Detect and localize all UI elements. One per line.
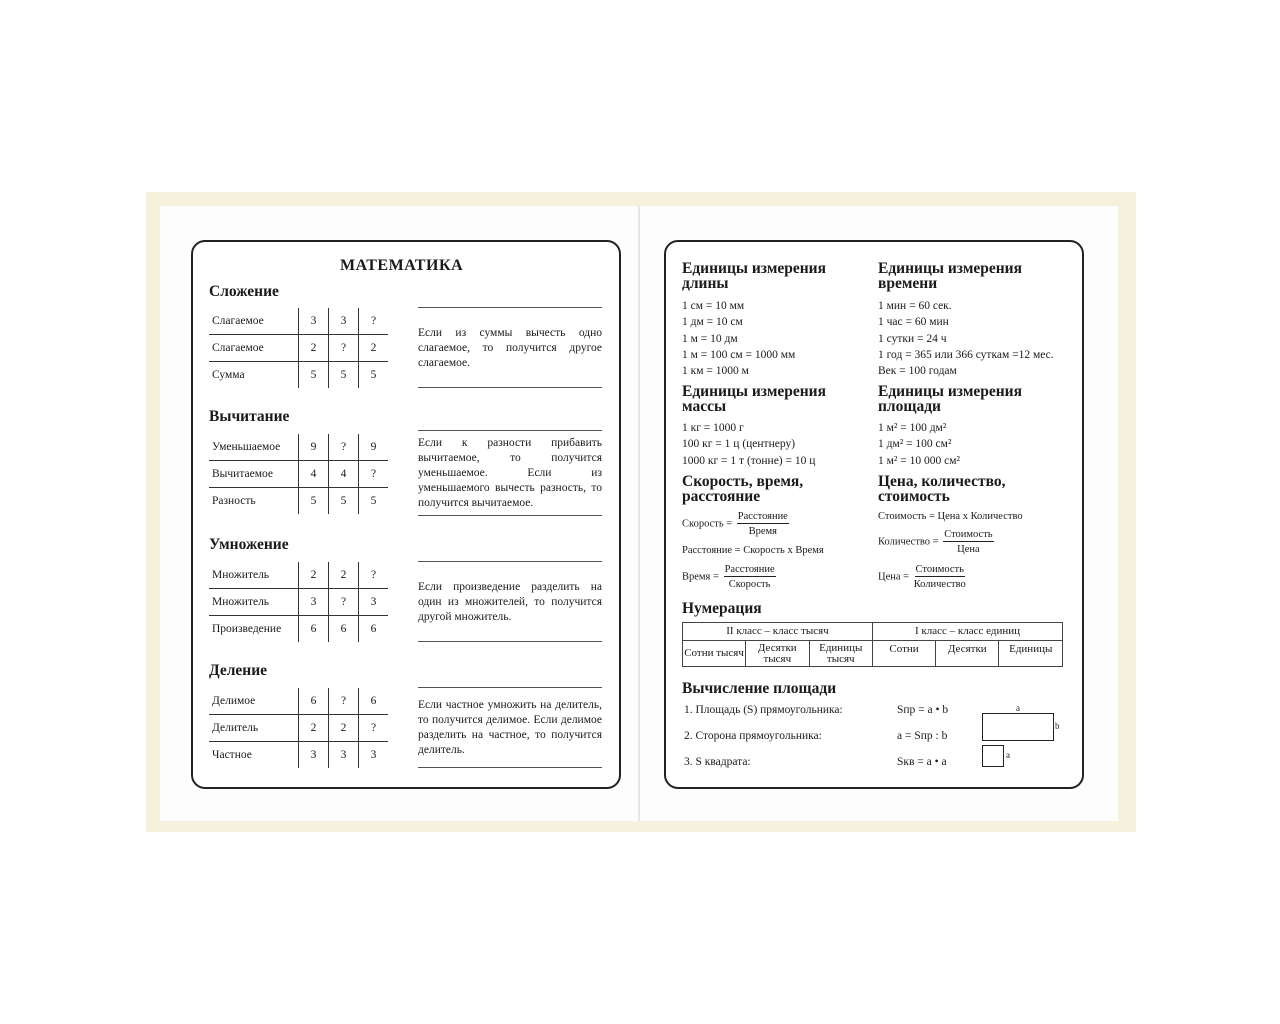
table-row: [209, 562, 388, 589]
class-thousands: II класс – класс тысяч: [683, 623, 873, 641]
addition-table: [209, 308, 388, 388]
table-cell: 3: [359, 742, 389, 769]
square-side-label: a: [1006, 750, 1010, 760]
table-cell: 9: [299, 434, 329, 461]
mass-heading: Единицы измерения массы: [682, 383, 827, 415]
table-cell: 3: [359, 589, 389, 616]
area-rect-formula: Sпр = a • b: [897, 704, 949, 716]
mass-list: [682, 420, 815, 469]
speed-formula: Скорость = $\frac{\text{Расстояние}}{\text{Время}}$: [682, 511, 788, 537]
table-cell: ?: [359, 715, 389, 742]
table-cell: 5: [359, 488, 389, 515]
list-item: 1 см = 10 мм: [682, 300, 745, 312]
addition-rule: Если из суммы вычесть одно слагаемое, то получится другое слагаемое.: [418, 327, 602, 369]
price-formula: Цена = $\frac{\text{Стоимость}}{\text{Количество}}$: [878, 564, 966, 590]
table-row: [209, 335, 388, 362]
area-calc-heading: Вычисление площади: [682, 680, 837, 697]
notebook-spine: [638, 206, 640, 821]
table-cell: ?: [359, 308, 389, 335]
table-cell: Сотни: [872, 641, 935, 667]
row-label: Вычитаемое: [209, 461, 299, 488]
subtraction-heading: Вычитание: [209, 408, 290, 425]
area-units-heading: Единицы измерения площади: [878, 383, 1023, 415]
table-cell: 5: [299, 488, 329, 515]
list-item: 1 сутки = 24 ч: [878, 332, 947, 345]
list-item: 1 час = 60 мин: [878, 316, 949, 329]
subtraction-rule: Если к разности прибавить вычитаемое, то получится уменьшаемое. Если из уменьшаемого вычесть разность, то получится вычитаемое.: [418, 437, 602, 509]
divider-line: [418, 515, 602, 516]
area-rect-label: 1. Площадь (S) прямоугольника:: [684, 704, 843, 716]
divider-line: [418, 641, 602, 642]
multiplication-rule: Если произведение разделить на один из множителей, то получится другой множитель.: [418, 581, 602, 623]
row-label: Делимое: [209, 688, 299, 715]
area-square-label: 3. S квадрата:: [684, 756, 751, 768]
table-cell: 3: [299, 308, 329, 335]
distance-formula: Расстояние = Скорость х Время: [682, 545, 824, 556]
page-title: МАТЕМАТИКА: [340, 257, 464, 274]
row-label: Частное: [212, 749, 252, 761]
numeration-heading: Нумерация: [682, 600, 762, 617]
side-rect-label: 2. Сторона прямоугольника:: [684, 730, 822, 742]
table-cell: 3: [329, 308, 359, 335]
divider-line: [418, 687, 602, 688]
table-row: [209, 461, 388, 488]
area-units-list: [878, 420, 960, 469]
rectangle-diagram: [982, 713, 1054, 741]
table-cell: 5: [329, 488, 359, 515]
table-cell: 5: [329, 362, 359, 389]
table-cell: 3: [299, 589, 329, 616]
area-square-formula: Sкв = a • a: [897, 756, 947, 768]
list-item: 1 мин = 60 сек.: [878, 300, 952, 312]
cost-formula: Стоимость = Цена х Количество: [878, 511, 1023, 522]
table-cell: 2: [329, 562, 359, 589]
table-cell: 6: [359, 616, 389, 643]
table-cell: Единицы тысяч: [809, 641, 872, 667]
list-item: 1 год = 365 или 366 суткам =12 мес.: [878, 348, 1054, 361]
table-cell: 6: [299, 688, 329, 715]
table-cell: Десятки: [936, 641, 999, 667]
table-cell: 2: [299, 562, 329, 589]
row-label: Множитель: [209, 562, 299, 589]
list-item: 1 кг = 1000 г: [682, 422, 744, 434]
length-heading: Единицы измерения длины: [682, 260, 827, 292]
subtraction-table: [209, 434, 388, 514]
list-item: 1 м² = 100 дм²: [878, 422, 947, 434]
side-rect-formula: a = Sпр : b: [897, 730, 948, 742]
row-label: Разность: [212, 495, 256, 507]
table-row: [209, 742, 388, 769]
list-item: 1000 кг = 1 т (тонне) = 10 ц: [682, 454, 816, 467]
side-b-label: b: [1055, 721, 1060, 731]
table-row: [209, 715, 388, 742]
table-cell: 5: [299, 362, 329, 389]
speed-heading: Скорость, время, расстояние: [682, 473, 804, 505]
list-item: 1 дм² = 100 см²: [878, 438, 952, 451]
addition-heading: Сложение: [209, 283, 279, 300]
divider-line: [418, 561, 602, 562]
numeration-table: [682, 622, 1063, 667]
list-item: Век = 100 годам: [878, 365, 957, 378]
row-label: Уменьшаемое: [209, 434, 299, 461]
row-label: Слагаемое: [209, 335, 299, 362]
list-item: 1 дм = 10 см: [682, 316, 743, 329]
division-table: [209, 688, 388, 768]
table-cell: 6: [329, 616, 359, 643]
table-cell: 6: [299, 616, 329, 643]
class-units: I класс – класс единиц: [872, 623, 1062, 641]
list-item: 100 кг = 1 ц (центнеру): [682, 438, 796, 451]
table-cell: ?: [329, 688, 359, 715]
table-cell: ?: [329, 434, 359, 461]
row-label: Произведение: [212, 623, 282, 635]
table-row: [209, 589, 388, 616]
row-label: Делитель: [209, 715, 299, 742]
list-item: 1 км = 1000 м: [682, 365, 749, 378]
list-item: 1 м = 100 см = 1000 мм: [682, 348, 796, 361]
table-row: [209, 434, 388, 461]
row-label: Сумма: [212, 369, 245, 381]
table-cell: 5: [359, 362, 389, 389]
division-rule: Если частное умножить на делитель, то получится делимое. Если делимое разделить на частное, то получится делитель.: [418, 699, 602, 756]
side-a-label: a: [1016, 703, 1020, 713]
length-list: [682, 298, 795, 379]
table-row: [209, 616, 388, 643]
table-row: [209, 688, 388, 715]
division-heading: Деление: [209, 662, 268, 679]
row-label: Множитель: [209, 589, 299, 616]
table-cell: 4: [329, 461, 359, 488]
table-cell: 2: [299, 335, 329, 362]
table-cell: 4: [299, 461, 329, 488]
table-cell: 9: [359, 434, 389, 461]
table-cell: 3: [299, 742, 329, 769]
multiplication-table: [209, 562, 388, 642]
table-cell: Десятки тысяч: [746, 641, 809, 667]
quantity-formula: Количество = $\frac{\text{Стоимость}}{\text{Цена}}$: [878, 529, 993, 555]
table-cell: 6: [359, 688, 389, 715]
table-cell: ?: [329, 335, 359, 362]
table-cell: ?: [359, 461, 389, 488]
table-cell: ?: [359, 562, 389, 589]
divider-line: [418, 307, 602, 308]
table-row: [209, 362, 388, 389]
multiplication-heading: Умножение: [209, 536, 289, 553]
square-diagram: [982, 745, 1004, 767]
table-row: [209, 488, 388, 515]
time-list: [878, 298, 1054, 379]
time-heading: Единицы измерения времени: [878, 260, 1023, 292]
price-heading: Цена, количество, стоимость: [878, 473, 1006, 505]
table-cell: 2: [329, 715, 359, 742]
table-cell: Сотни тысяч: [683, 641, 746, 667]
row-label: Слагаемое: [209, 308, 299, 335]
list-item: 1 м = 10 дм: [682, 332, 738, 345]
divider-line: [418, 767, 602, 768]
table-cell: ?: [329, 589, 359, 616]
table-cell: 2: [299, 715, 329, 742]
divider-line: [418, 430, 602, 431]
table-row: [209, 308, 388, 335]
table-cell: 3: [329, 742, 359, 769]
table-cell: 2: [359, 335, 389, 362]
list-item: 1 м² = 10 000 см²: [878, 454, 960, 467]
table-cell: Единицы: [999, 641, 1063, 667]
divider-line: [418, 387, 602, 388]
time-formula: Время = $\frac{\text{Расстояние}}{\text{Скорость}}$: [682, 564, 775, 590]
